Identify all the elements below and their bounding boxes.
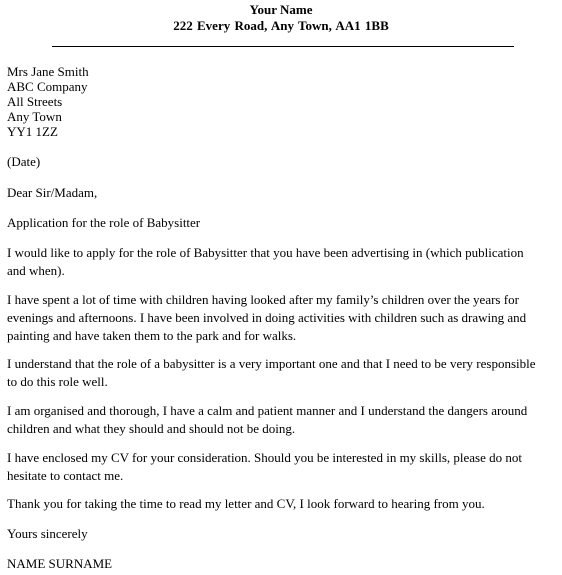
paragraph-line: I would like to apply for the role of Babysitter that you have been advertising in (which publication — [7, 245, 524, 260]
body-paragraph — [7, 355, 555, 391]
paragraph-line: I have enclosed my CV for your consideration. Should you be interested in my skills, please do not — [7, 450, 522, 465]
recipient-line: Any Town — [7, 109, 62, 124]
salutation: Dear Sir/Madam, — [7, 185, 98, 200]
paragraph-line: I am organised and thorough, I have a calm and patient manner and I understand the dangers around — [7, 403, 528, 418]
sender-name: Your Name — [249, 2, 313, 17]
closing: Yours sincerely — [7, 526, 88, 541]
body-paragraph — [7, 244, 555, 280]
body-paragraph — [7, 402, 555, 438]
body-paragraph — [7, 449, 555, 485]
signature-name: NAME SURNAME — [7, 556, 113, 571]
body-paragraph — [7, 495, 555, 513]
paragraph-line: children and what they should and should not be doing. — [7, 421, 296, 436]
paragraph-line: I have spent a lot of time with children having looked after my family’s children over the years for — [7, 292, 519, 307]
recipient-line: ABC Company — [7, 79, 88, 94]
paragraph-line: I understand that the role of a babysitter is a very important one and that I need to be very responsible — [7, 356, 536, 371]
recipient-line: All Streets — [7, 94, 63, 109]
sender-address: 222 Every Road, Any Town, AA1 1BB — [173, 18, 389, 33]
letter-date: (Date) — [7, 154, 41, 169]
recipient-address — [7, 64, 89, 139]
paragraph-line: Thank you for taking the time to read my letter and CV, I look forward to hearing from you. — [7, 496, 485, 511]
recipient-line: YY1 1ZZ — [7, 124, 58, 139]
paragraph-line: and when). — [7, 263, 65, 278]
paragraph-line: to do this role well. — [7, 374, 108, 389]
paragraph-line: hesitate to contact me. — [7, 468, 124, 483]
recipient-line: Mrs Jane Smith — [7, 64, 89, 79]
body-paragraph — [7, 291, 555, 345]
paragraph-line: evenings and afternoons. I have been involved in doing activities with children such as drawing and — [7, 310, 527, 325]
paragraph-line: painting and have taken them to the park and for walks. — [7, 328, 297, 343]
header-divider — [52, 46, 514, 47]
subject-line: Application for the role of Babysitter — [7, 215, 201, 230]
